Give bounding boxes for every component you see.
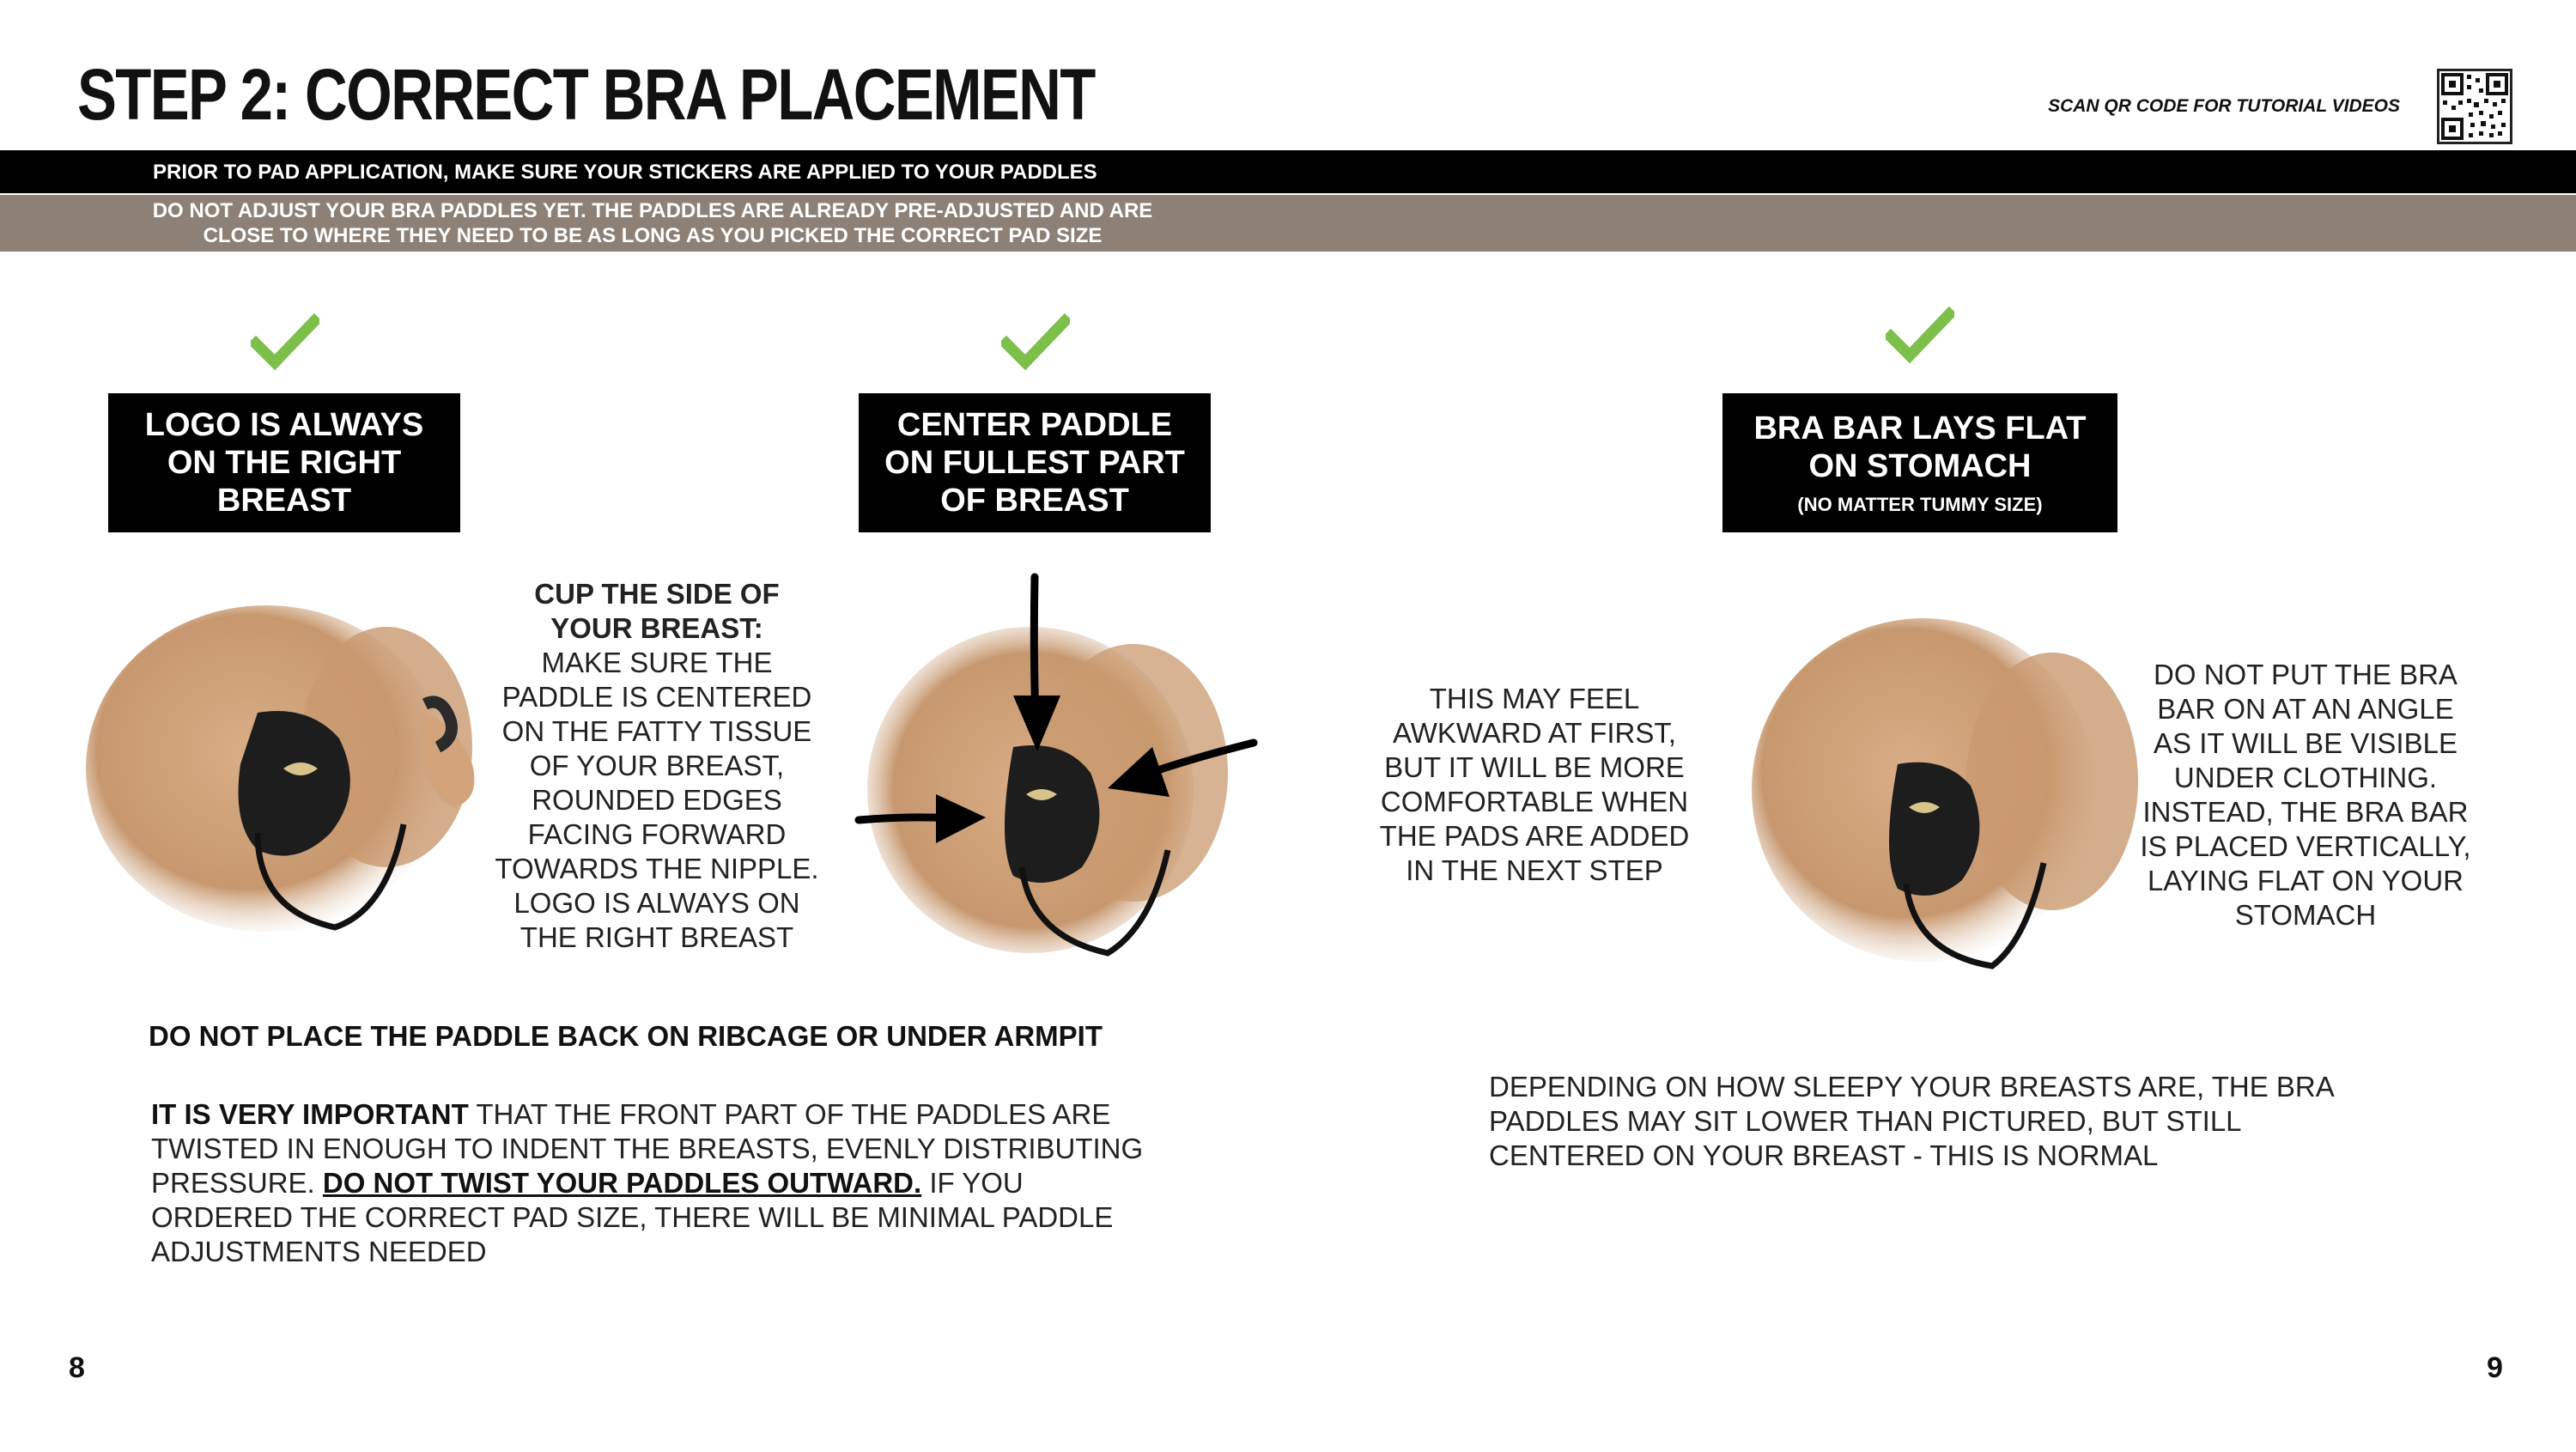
- ribcage-warning: DO NOT PLACE THE PADDLE BACK ON RIBCAGE OR UNDER ARMPIT: [149, 1020, 1103, 1052]
- step-label-center: CENTER PADDLE ON FULLEST PART OF BREAST: [859, 393, 1211, 532]
- page-number-left: 8: [69, 1352, 85, 1384]
- check-icon: [1886, 306, 1954, 366]
- page-number-right: 9: [2487, 1352, 2503, 1384]
- qr-code[interactable]: [2437, 69, 2512, 144]
- photo-cup-side: [86, 584, 481, 953]
- step-label-bar: BRA BAR LAYS FLAT ON STOMACH (NO MATTER TUMMY SIZE): [1722, 393, 2117, 532]
- adjust-notice-text: DO NOT ADJUST YOUR BRA PADDLES YET. THE PADDLES ARE ALREADY PRE-ADJUSTED AND ARE CLOSE TO WHERE THEY NEED TO BE AS LONG AS YOU PICKED THE CORRECT PAD SIZE: [152, 199, 1153, 247]
- page-title: STEP 2: CORRECT BRA PLACEMENT: [77, 54, 1095, 135]
- photo-center-paddle: [850, 567, 1262, 970]
- check-icon: [251, 313, 319, 373]
- angle-note: DO NOT PUT THE BRA BAR ON AT AN ANGLE AS IT WILL BE VISIBLE UNDER CLOTHING. INSTEAD, THE BRA BAR IS PLACED VERTICALLY, LAYING FLAT ON YOUR STOMACH: [2140, 659, 2471, 931]
- adjust-notice-bar: [0, 195, 2576, 252]
- check-icon: [1001, 313, 1070, 373]
- photo-bra-bar: [1752, 601, 2147, 979]
- qr-label: SCAN QR CODE FOR TUTORIAL VIDEOS: [2048, 96, 2400, 116]
- qr-code-icon: [2439, 71, 2510, 142]
- cup-side-instructions: CUP THE SIDE OF YOUR BREAST: MAKE SURE THE PADDLE IS CENTERED ON THE FATTY TISSUE OF YOUR BREAST, ROUNDED EDGES FACING FORWARD TOWARDS THE NIPPLE. LOGO IS ALWAYS ON THE RIGHT BREAST: [495, 578, 819, 953]
- twist-instructions: IT IS VERY IMPORTANT THAT THE FRONT PART OF THE PADDLES ARE TWISTED IN ENOUGH TO INDENT THE BREASTS, EVENLY DISTRIBUTING PRESSURE. DO NOT TWIST YOUR PADDLES OUTWARD. IF YOU ORDERED THE CORRECT PAD SIZE, THERE WILL BE MINIMAL PADDLE ADJUSTMENTS NEEDED: [151, 1098, 1144, 1267]
- awkward-note: THIS MAY FEEL AWKWARD AT FIRST, BUT IT WILL BE MORE COMFORTABLE WHEN THE PADS ARE ADDED IN THE NEXT STEP: [1379, 683, 1690, 886]
- sticker-notice-text: PRIOR TO PAD APPLICATION, MAKE SURE YOUR STICKERS ARE APPLIED TO YOUR PADDLES: [153, 161, 1097, 184]
- step-label-logo: LOGO IS ALWAYS ON THE RIGHT BREAST: [108, 393, 460, 532]
- sleepy-note: DEPENDING ON HOW SLEEPY YOUR BREASTS ARE, THE BRA PADDLES MAY SIT LOWER THAN PICTURED, BUT STILL CENTERED ON YOUR BREAST - THIS IS NORMAL: [1489, 1071, 2333, 1171]
- sticker-notice-bar: [0, 150, 2576, 193]
